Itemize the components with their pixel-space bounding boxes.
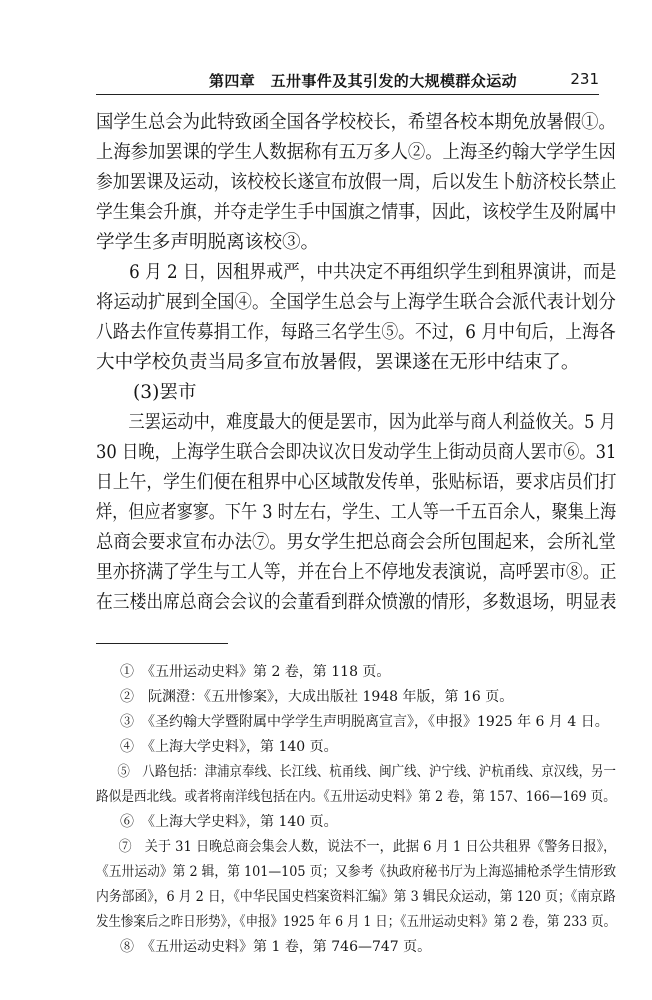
body-line: 6 月 2 日，因租界戒严，中共决定不再组织学生到租界演讲，而是: [129, 262, 617, 283]
body-line: 学学生多声明脱离该校③。: [96, 232, 320, 253]
body-line: 三罢运动中，难度最大的便是罢市，因为此举与商人利益攸关。5 月: [128, 412, 616, 433]
footnote-line: ① 《五卅运动史料》第 2 卷，第 118 页。: [120, 664, 391, 680]
body-line: 大中学校负责当局多宣布放暑假，罢课遂在无形中结束了。: [96, 352, 580, 373]
footnote-separator: [96, 643, 228, 644]
chapter-title: 第四章 五卅事件及其引发的大规模群众运动: [209, 72, 518, 90]
body-text: [96, 108, 616, 618]
footnotes: [96, 660, 616, 960]
body-line: 参加罢课及运动，该校校长遂宣布放假一周，后以发生卜舫济校长禁止: [96, 172, 617, 193]
body-line: 将运动扩展到全国④。全国学生总会与上海学生联合会派代表计划分: [96, 292, 616, 313]
footnote-line: ④ 《上海大学史料》，第 140 页。: [120, 739, 338, 755]
running-header: [96, 70, 599, 90]
body-line: 学生集会升旗，并夺走学生手中国旗之情事，因此，该校学生及附属中: [96, 202, 617, 223]
body-line: 上海参加罢课的学生人数据称有五万多人②。上海圣约翰大学学生因: [96, 142, 616, 163]
footnote-line: ⑦ 关于 31 日晚总商会集会人数，说法不一，此据 6 月 1 日公共租界《警务日报》，: [118, 839, 617, 855]
body-line: 烊，但应者寥寥。下午 3 时左右，学生、工人等一千五百余人，聚集上海: [96, 502, 617, 523]
footnote-line: 内务部函》，6 月 2 日，《中华民国史档案资料汇编》第 3 辑民众运动，第 120 页；《南京路: [96, 889, 616, 905]
footnote-line: ⑥ 《上海大学史料》，第 140 页。: [120, 814, 338, 830]
footnote-line: 发生惨案后之昨日形势》，《申报》1925 年 6 月 1 日；《五卅运动史料》第 2 卷，第 233 页。: [96, 914, 617, 930]
footnote-line: ⑤ 八路包括：津浦京奉线、长江线、杭甬线、闽广线、沪宁线、沪杭甬线、京汉线，另一: [117, 764, 616, 780]
body-line: 总商会要求宣布办法⑦。男女学生把总商会会所包围起来，会所礼堂: [96, 532, 616, 553]
footnote-line: ② 阮渊澄：《五卅惨案》，大成出版社 1948 年版，第 16 页。: [120, 689, 514, 705]
body-line: 八路去作宣传募捐工作，每路三名学生⑤。不过，6 月中旬后，上海各: [96, 322, 616, 343]
header-rule: [96, 94, 599, 95]
body-line: 里亦挤满了学生与工人等，并在台上不停地发表演说，高呼罢市⑧。正: [96, 562, 617, 583]
page-number: 231: [570, 70, 599, 88]
footnote-line: ③ 《圣约翰大学暨附属中学学生声明脱离宣言》，《申报》1925 年 6 月 4 日。: [120, 714, 609, 730]
footnote-line: 《五卅运动》第 2 辑，第 101—105 页；又参考《执政府秘书厅为上海巡捕枪杀学生情形致: [96, 864, 617, 880]
body-line: 日上午，学生们便在租界中心区域散发传单，张贴标语，要求店员们打: [96, 472, 617, 493]
body-line: (3)罢市: [133, 382, 197, 403]
footnote-line: ⑧ 《五卅运动史料》第 1 卷，第 746—747 页。: [120, 939, 432, 955]
footnote-line: 路似是西北线。或者将南洋线包括在内。《五卅运动史料》第 2 卷，第 157、166—169 页。: [96, 789, 616, 805]
body-line: 在三楼出席总商会会议的会董看到群众愤激的情形，多数退场，明显表: [96, 592, 617, 613]
body-line: 30 日晚，上海学生联合会即决议次日发动学生上街动员商人罢市⑥。31: [96, 442, 617, 463]
body-line: 国学生总会为此特致函全国各学校校长，希望各校本期免放暑假①。: [96, 112, 616, 133]
